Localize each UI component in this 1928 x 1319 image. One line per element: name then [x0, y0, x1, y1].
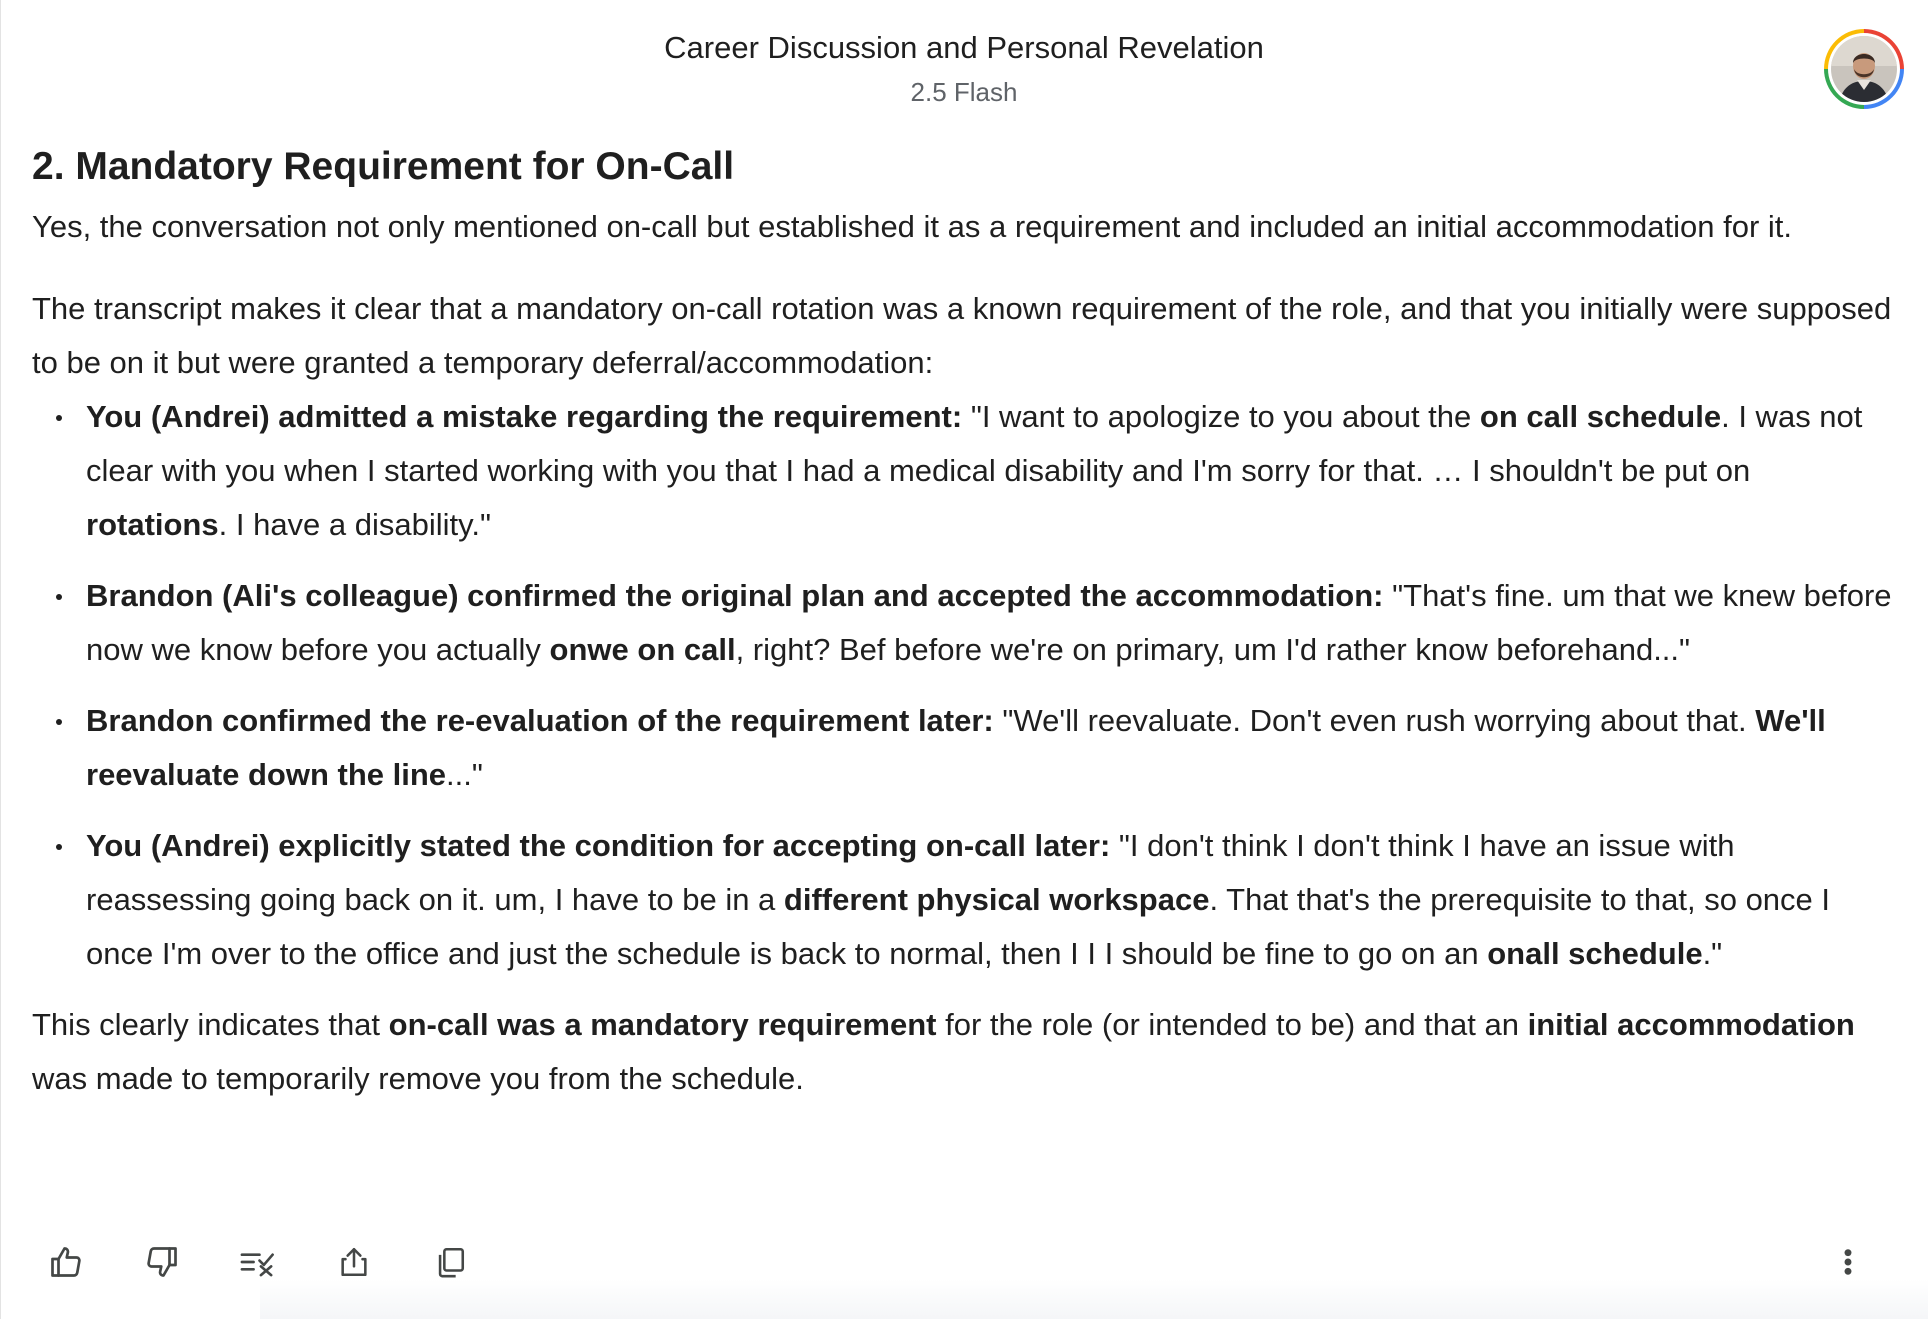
quote-text: . That that's the prerequisite to that, so once I once I'm over to the office and just the schedule is back to normal, then I I I should be fine to go on an — [86, 882, 1831, 971]
share-icon — [337, 1244, 371, 1280]
model-label[interactable]: 2.5 Flash — [910, 77, 1018, 107]
evidence-list — [32, 390, 1894, 981]
double-check-icon — [239, 1244, 277, 1280]
response-body — [32, 140, 1894, 1134]
bad-response-button[interactable] — [136, 1236, 188, 1288]
bottom-fade — [260, 1279, 1928, 1319]
bullet-lead: You (Andrei) admitted a mistake regarding the requirement: — [86, 399, 963, 434]
conclusion-emphasis: initial accommodation — [1527, 1007, 1855, 1042]
section-heading: 2. Mandatory Requirement for On-Call — [32, 145, 735, 188]
chat-header — [0, 0, 1928, 120]
thumb-up-icon — [48, 1244, 84, 1280]
list-item — [32, 390, 1894, 552]
chat-title[interactable]: Career Discussion and Personal Revelation — [664, 30, 1264, 65]
more-vert-icon — [1842, 1246, 1854, 1278]
list-item — [32, 694, 1894, 802]
avatar-photo — [1831, 36, 1897, 102]
conclusion-text: for the role (or intended to be) and that an — [936, 1007, 1528, 1042]
conclusion-paragraph — [32, 998, 1894, 1106]
quote-emphasis: We'll reevaluate down the line — [86, 703, 1826, 792]
quote-emphasis: on call schedule — [1479, 399, 1722, 434]
quote-text: "I don't think I don't think I have an issue with reassessing going back on it. um, I have to be in a — [86, 828, 1735, 917]
bullet-lead: Brandon confirmed the re-evaluation of the requirement later: — [86, 703, 994, 738]
quote-emphasis: rotations — [86, 507, 219, 542]
thumb-down-icon — [144, 1244, 180, 1280]
quote-text: . I have a disability." — [218, 507, 491, 542]
quote-emphasis: onall schedule — [1487, 936, 1703, 971]
left-border — [0, 0, 1, 1319]
quote-text: "That's fine. um that we knew before now we know before you actually — [86, 578, 1892, 667]
quote-text: ." — [1702, 936, 1723, 971]
quote-text: "I want to apologize to you about the — [962, 399, 1480, 434]
quote-emphasis: onwe on call — [549, 632, 736, 667]
summary-paragraph: Yes, the conversation not only mentioned on-call but established it as a requirement and included an initial accommodation for it. — [32, 209, 1793, 244]
intro-paragraph: The transcript makes it clear that a mandatory on-call rotation was a known requirement of the role, and that you initially were supposed to be on it but were granted a temporary deferral/accommodation: — [32, 291, 1892, 380]
quote-text: , right? Bef before we're on primary, um I'd rather know beforehand..." — [735, 632, 1691, 667]
quote-text: ..." — [446, 757, 483, 792]
quote-emphasis: different physical workspace — [783, 882, 1210, 917]
list-item — [32, 819, 1894, 981]
quote-text: . I was not clear with you when I started working with you that I had a medical disability and I'm sorry for that. … I shouldn't be put on — [86, 399, 1863, 488]
conclusion-text: This clearly indicates that — [32, 1007, 389, 1042]
account-avatar[interactable] — [1824, 29, 1904, 109]
bullet-lead: Brandon (Ali's colleague) confirmed the original plan and accepted the accommodation: — [86, 578, 1384, 613]
bullet-lead: You (Andrei) explicitly stated the condition for accepting on-call later: — [86, 828, 1111, 863]
avatar-ring-inner — [1828, 33, 1900, 105]
copy-icon — [433, 1244, 467, 1280]
good-response-button[interactable] — [40, 1236, 92, 1288]
quote-text: "We'll reevaluate. Don't even rush worrying about that. — [993, 703, 1756, 738]
list-item — [32, 569, 1894, 677]
conclusion-text: was made to temporarily remove you from the schedule. — [32, 1061, 804, 1096]
conclusion-emphasis: on-call was a mandatory requirement — [388, 1007, 937, 1042]
